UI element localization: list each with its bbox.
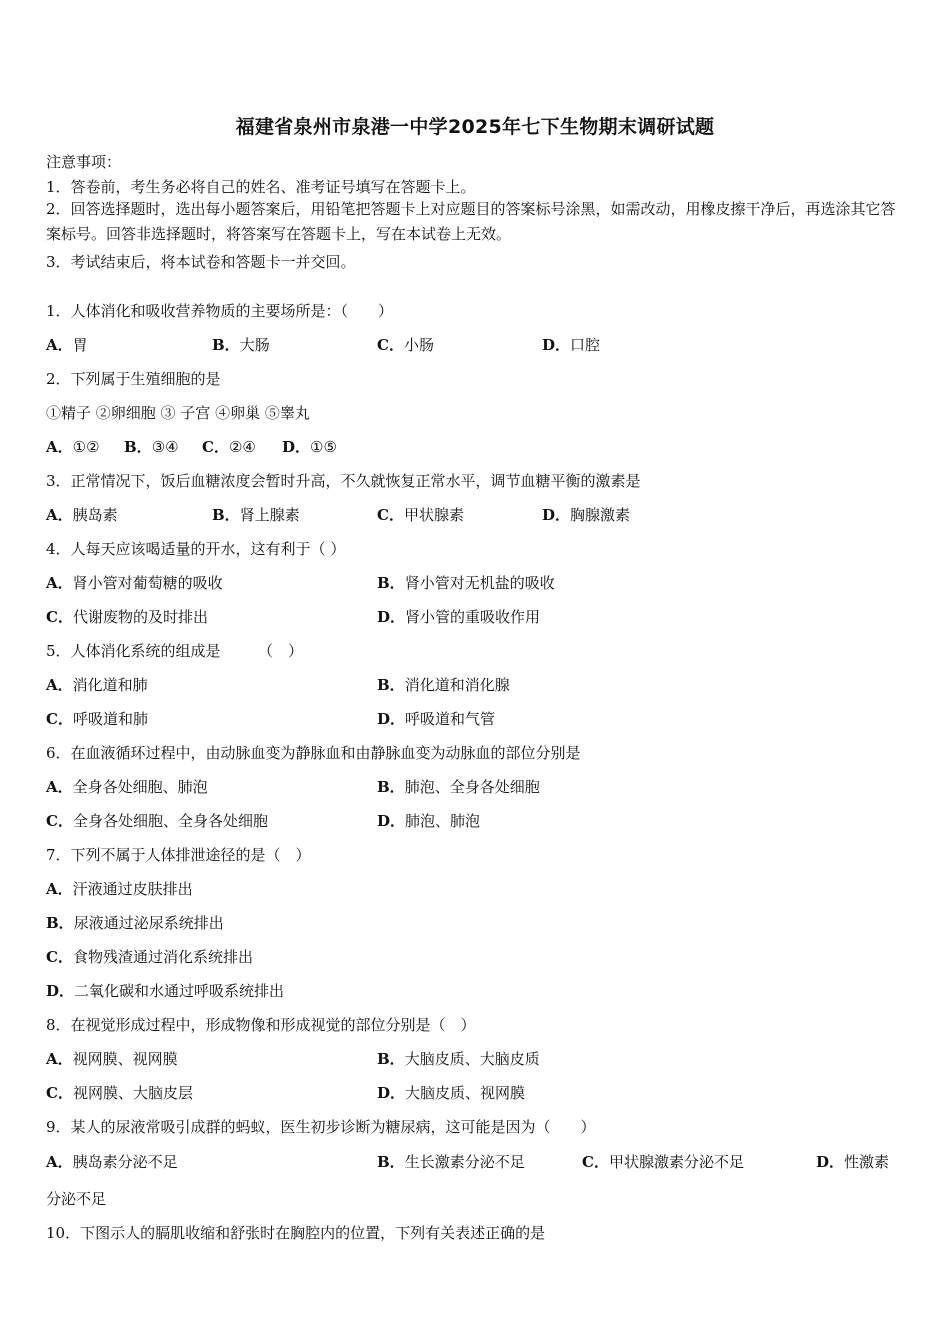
q9-option-c: C．甲状腺激素分泌不足	[582, 1153, 744, 1171]
q4-option-b: B．肾小管对无机盐的吸收	[377, 574, 555, 592]
q2-option-a: A．①②	[46, 438, 100, 456]
q7-option-a: A．汗液通过皮肤排出	[46, 880, 193, 898]
q5-option-c: C．呼吸道和肺	[46, 710, 148, 728]
q4-option-a: A．肾小管对葡萄糖的吸收	[46, 574, 223, 592]
question-10-stem: 10．下图示人的膈肌收缩和舒张时在胸腔内的位置，下列有关表述正确的是	[46, 1224, 546, 1242]
question-1-stem: 1．人体消化和吸收营养物质的主要场所是：（ ）	[46, 302, 394, 320]
q2-option-d: D．①⑤	[282, 438, 337, 456]
q1-option-d: D．口腔	[542, 336, 601, 354]
q1-option-b: B．大肠	[212, 336, 270, 354]
q9-option-b: B．生长激素分泌不足	[377, 1153, 525, 1171]
question-4-stem: 4．人每天应该喝适量的开水，这有利于（ ）	[46, 540, 346, 558]
q8-option-d: D．大脑皮质、视网膜	[377, 1084, 526, 1102]
q4-option-d: D．肾小管的重吸收作用	[377, 608, 541, 626]
q6-option-b: B．肺泡、全身各处细胞	[377, 778, 540, 796]
q8-option-b: B．大脑皮质、大脑皮质	[377, 1050, 540, 1068]
q3-option-b: B．肾上腺素	[212, 506, 300, 524]
q3-option-a: A．胰岛素	[46, 506, 118, 524]
q8-option-c: C．视网膜、大脑皮层	[46, 1084, 193, 1102]
q8-option-a: A．视网膜、视网膜	[46, 1050, 178, 1068]
question-2-stem: 2．下列属于生殖细胞的是	[46, 370, 221, 388]
question-2-items: ①精子 ②卵细胞 ③ 子宫 ④卵巢 ⑤睾丸	[46, 404, 310, 422]
q5-option-a: A．消化道和肺	[46, 676, 148, 694]
q1-option-a: A．胃	[46, 336, 88, 354]
notice-heading: 注意事项：	[46, 153, 122, 171]
question-7-stem: 7．下列不属于人体排泄途径的是（ ）	[46, 846, 311, 864]
question-8-stem: 8．在视觉形成过程中，形成物像和形成视觉的部位分别是（ ）	[46, 1016, 476, 1034]
notice-item-2: 2．回答选择题时，选出每小题答案后，用铅笔把答题卡上对应题目的答案标号涂黑，如需改动，用橡皮擦干净后，再选涂其它答案标号。回答非选择题时，将答案写在答题卡上，写在本试卷上无效。	[46, 200, 896, 243]
notice-item-3: 3．考试结束后，将本试卷和答题卡一并交回。	[46, 253, 356, 271]
q4-option-c: C．代谢废物的及时排出	[46, 608, 208, 626]
q7-option-c: C．食物残渣通过消化系统排出	[46, 948, 253, 966]
q3-option-d: D．胸腺激素	[542, 506, 631, 524]
page-title: 福建省泉州市泉港一中学2025年七下生物期末调研试题	[235, 116, 715, 138]
q7-option-b: B．尿液通过泌尿系统排出	[46, 914, 224, 932]
q1-option-c: C．小肠	[377, 336, 434, 354]
question-3-stem: 3．正常情况下，饭后血糖浓度会暂时升高，不久就恢复正常水平，调节血糖平衡的激素是	[46, 472, 641, 490]
question-6-stem: 6．在血液循环过程中，由动脉血变为静脉血和由静脉血变为动脉血的部位分别是	[46, 744, 581, 762]
q9-option-d: D．性激素	[816, 1153, 890, 1171]
notice-item-1: 1．答卷前，考生务必将自己的姓名、准考证号填写在答题卡上。	[46, 178, 476, 196]
question-9-stem: 9．某人的尿液常吸引成群的蚂蚁，医生初步诊断为糖尿病，这可能是因为（ ）	[46, 1118, 596, 1136]
q6-option-d: D．肺泡、肺泡	[377, 812, 481, 830]
q7-option-d: D．二氧化碳和水通过呼吸系统排出	[46, 982, 285, 1000]
q6-option-c: C．全身各处细胞、全身各处细胞	[46, 812, 268, 830]
q6-option-a: A．全身各处细胞、肺泡	[46, 778, 208, 796]
q5-option-d: D．呼吸道和气管	[377, 710, 496, 728]
question-5-stem: 5．人体消化系统的组成是 （ ）	[46, 642, 304, 660]
q3-option-c: C．甲状腺素	[377, 506, 464, 524]
q2-option-b: B．③④	[124, 438, 179, 456]
q2-option-c: C．②④	[202, 438, 256, 456]
q5-option-b: B．消化道和消化腺	[377, 676, 510, 694]
q9-option-d-continuation: 分泌不足	[46, 1190, 107, 1208]
q9-option-a: A．胰岛素分泌不足	[46, 1153, 178, 1171]
